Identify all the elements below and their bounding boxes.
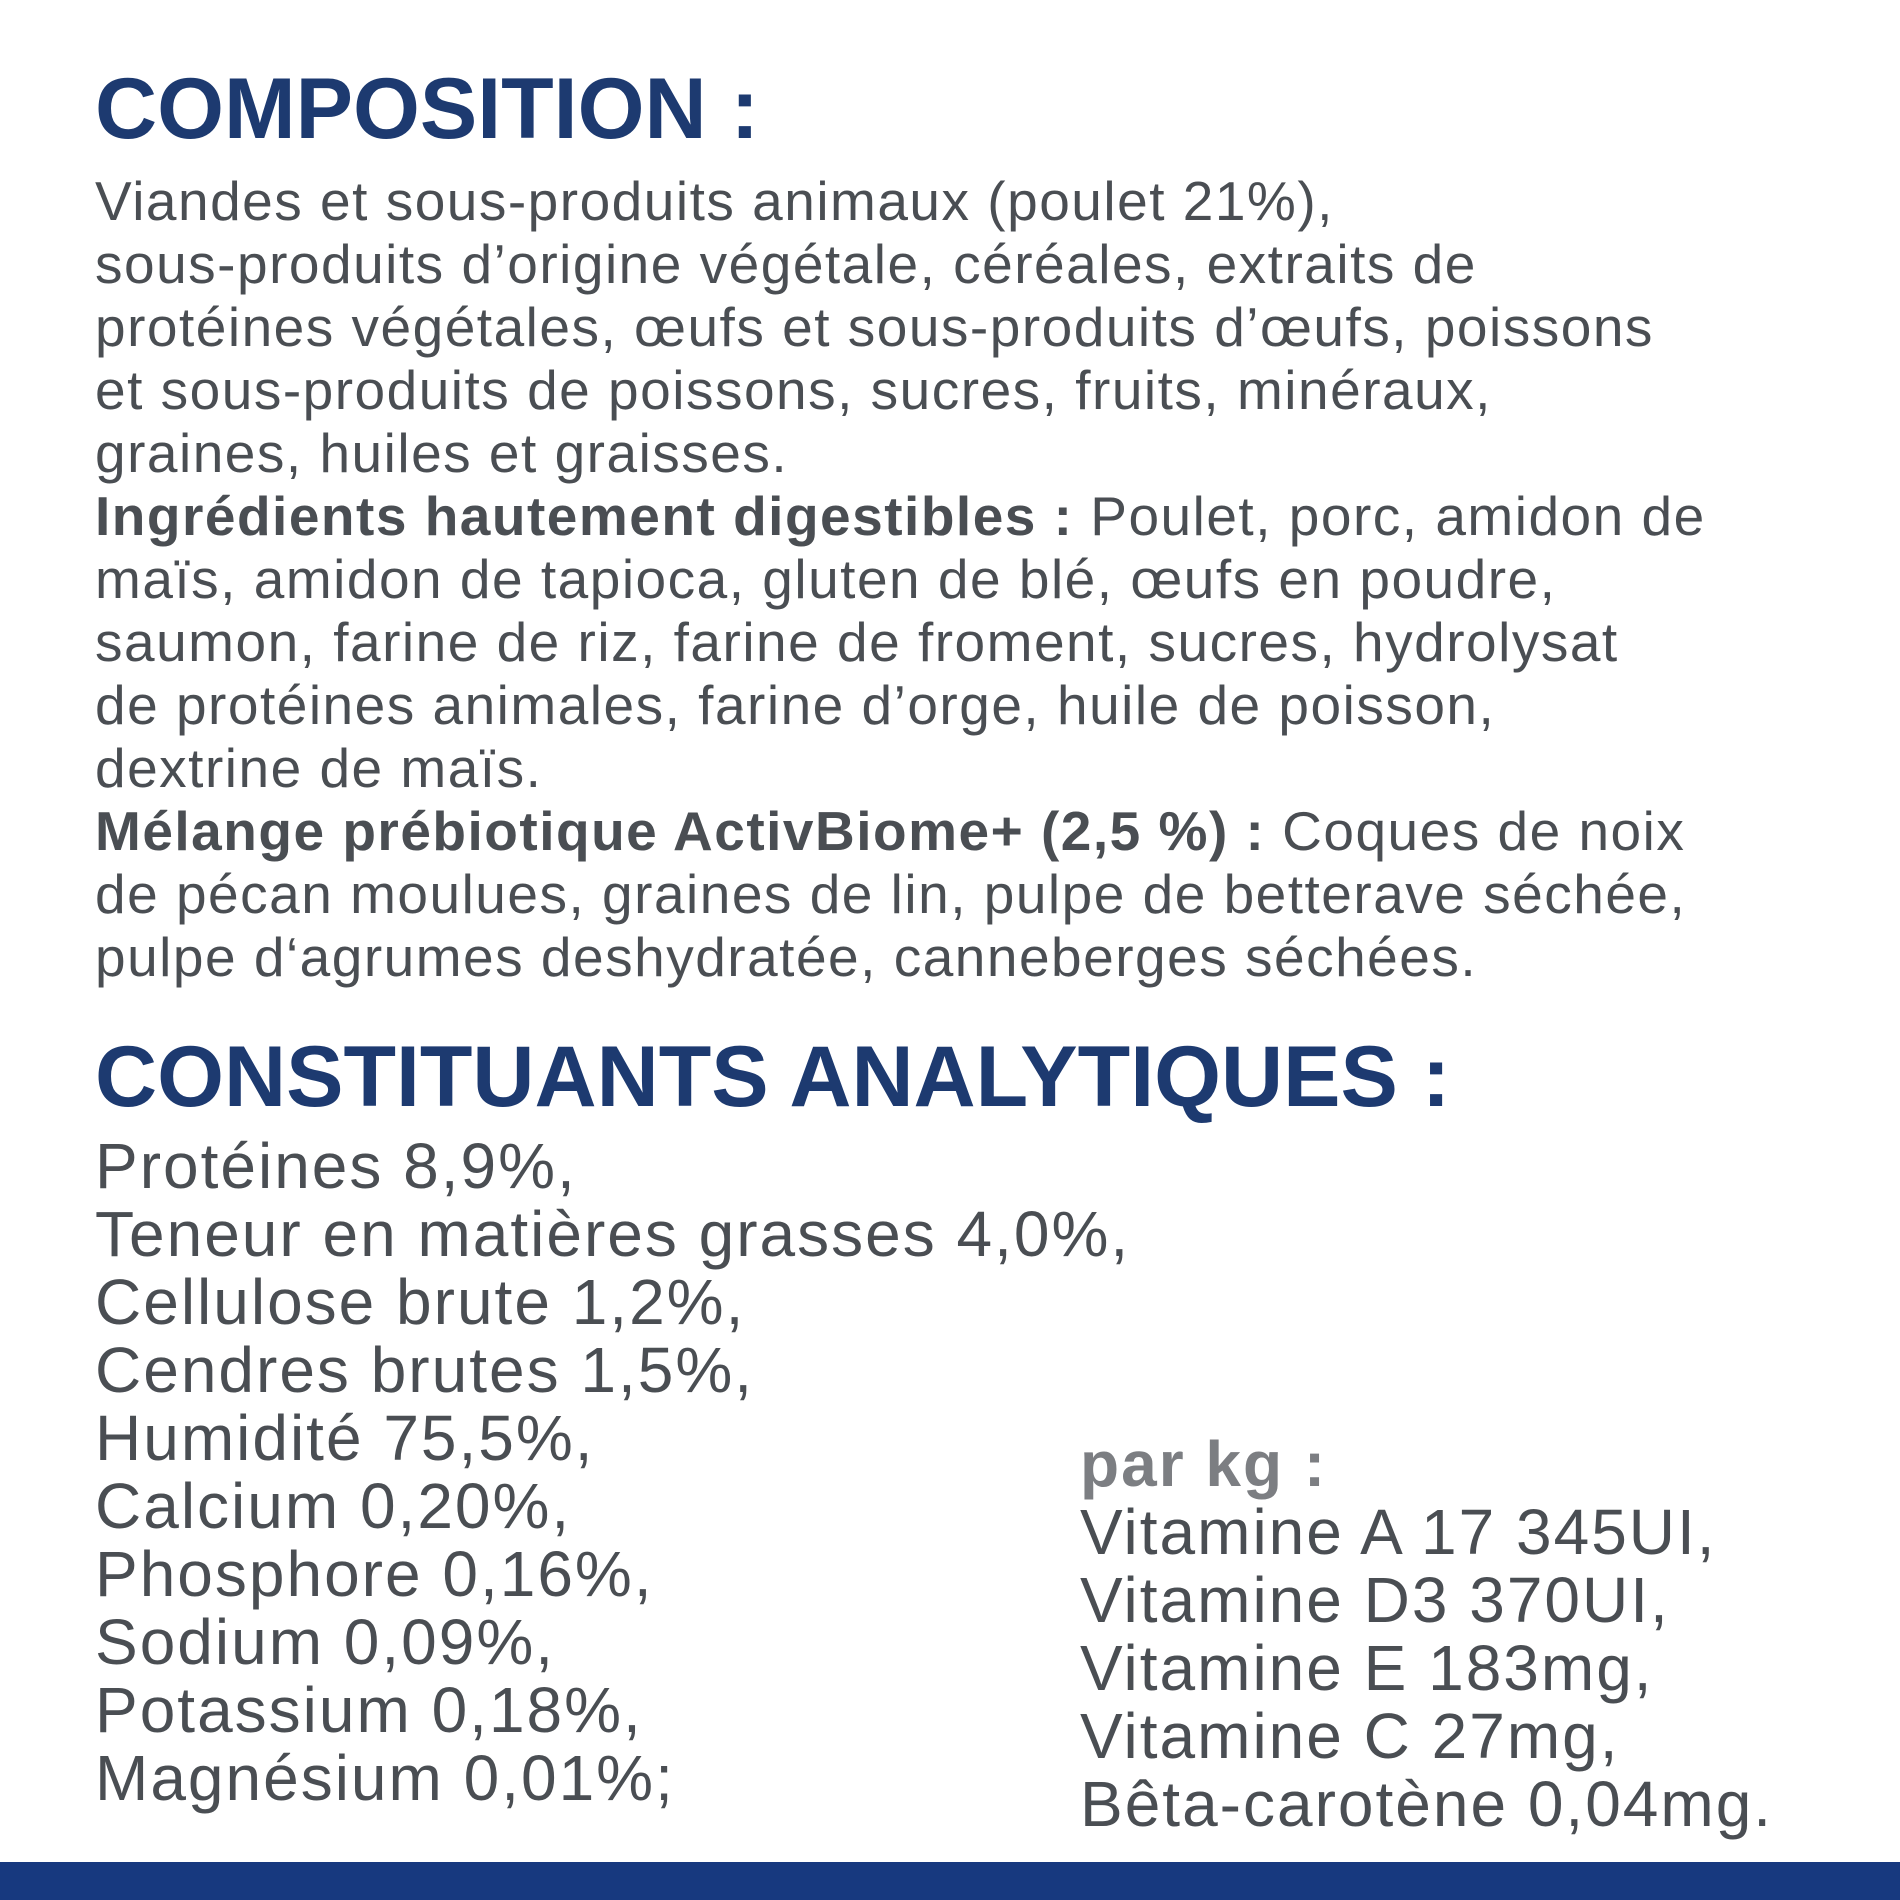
bold-lead-in: Ingrédients hautement digestibles : <box>95 485 1074 547</box>
analytical-value-line: Teneur en matières grasses 4,0%, <box>95 1198 1131 1270</box>
analytical-value-line: Humidité 75,5%, <box>95 1402 595 1474</box>
analytical-value-line: Magnésium 0,01%; <box>95 1742 675 1814</box>
composition-line: Viandes et sous-produits animaux (poulet 21%), <box>95 170 1334 232</box>
composition-heading: COMPOSITION : <box>95 61 760 157</box>
composition-line: saumon, farine de riz, farine de froment, sucres, hydrolysat <box>95 611 1619 673</box>
composition-text-block <box>95 170 1706 989</box>
bottom-brand-bar <box>0 1862 1900 1900</box>
composition-line: de protéines animales, farine d’orge, huile de poisson, <box>95 674 1496 736</box>
analytical-value-line: Cellulose brute 1,2%, <box>95 1266 746 1338</box>
analytical-value-line: Sodium 0,09%, <box>95 1606 556 1678</box>
analytical-value-line: Phosphore 0,16%, <box>95 1538 654 1610</box>
analytical-value-line: Cendres brutes 1,5%, <box>95 1334 754 1406</box>
vitamin-values-list <box>1080 1498 1773 1838</box>
composition-line: et sous-produits de poissons, sucres, fruits, minéraux, <box>95 359 1492 421</box>
composition-line: maïs, amidon de tapioca, gluten de blé, œufs en poudre, <box>95 548 1557 610</box>
analytical-value-line: Protéines 8,9%, <box>95 1130 577 1202</box>
analytical-value-line: Potassium 0,18%, <box>95 1674 643 1746</box>
vitamin-value-line: Vitamine E 183mg, <box>1080 1632 1654 1704</box>
composition-line: Mélange prébiotique ActivBiome+ (2,5 %) : Coques de noix <box>95 800 1686 862</box>
composition-line: de pécan moulues, graines de lin, pulpe de betterave séchée, <box>95 863 1687 925</box>
composition-line: graines, huiles et graisses. <box>95 422 789 484</box>
composition-line: dextrine de maïs. <box>95 737 543 799</box>
vitamin-value-line: Vitamine A 17 345UI, <box>1080 1496 1717 1568</box>
per-kg-label: par kg : <box>1080 1428 1328 1500</box>
composition-line: sous-produits d’origine végétale, céréales, extraits de <box>95 233 1477 295</box>
bold-lead-in: Mélange prébiotique ActivBiome+ (2,5 %) : <box>95 800 1266 862</box>
analytical-value-line: Calcium 0,20%, <box>95 1470 572 1542</box>
vitamin-value-line: Vitamine D3 370UI, <box>1080 1564 1670 1636</box>
composition-line: pulpe d‘agrumes deshydratée, canneberges séchées. <box>95 926 1478 988</box>
vitamin-value-line: Bêta-carotène 0,04mg. <box>1080 1768 1774 1840</box>
composition-line: protéines végétales, œufs et sous-produits d’œufs, poissons <box>95 296 1654 358</box>
analytical-constituents-heading: CONSTITUANTS ANALYTIQUES : <box>95 1029 1451 1125</box>
vitamin-value-line: Vitamine C 27mg, <box>1080 1700 1620 1772</box>
composition-line: Ingrédients hautement digestibles : Poulet, porc, amidon de <box>95 485 1706 547</box>
analytical-values-list <box>95 1132 1130 1812</box>
per-kg-column <box>1080 1430 1773 1838</box>
